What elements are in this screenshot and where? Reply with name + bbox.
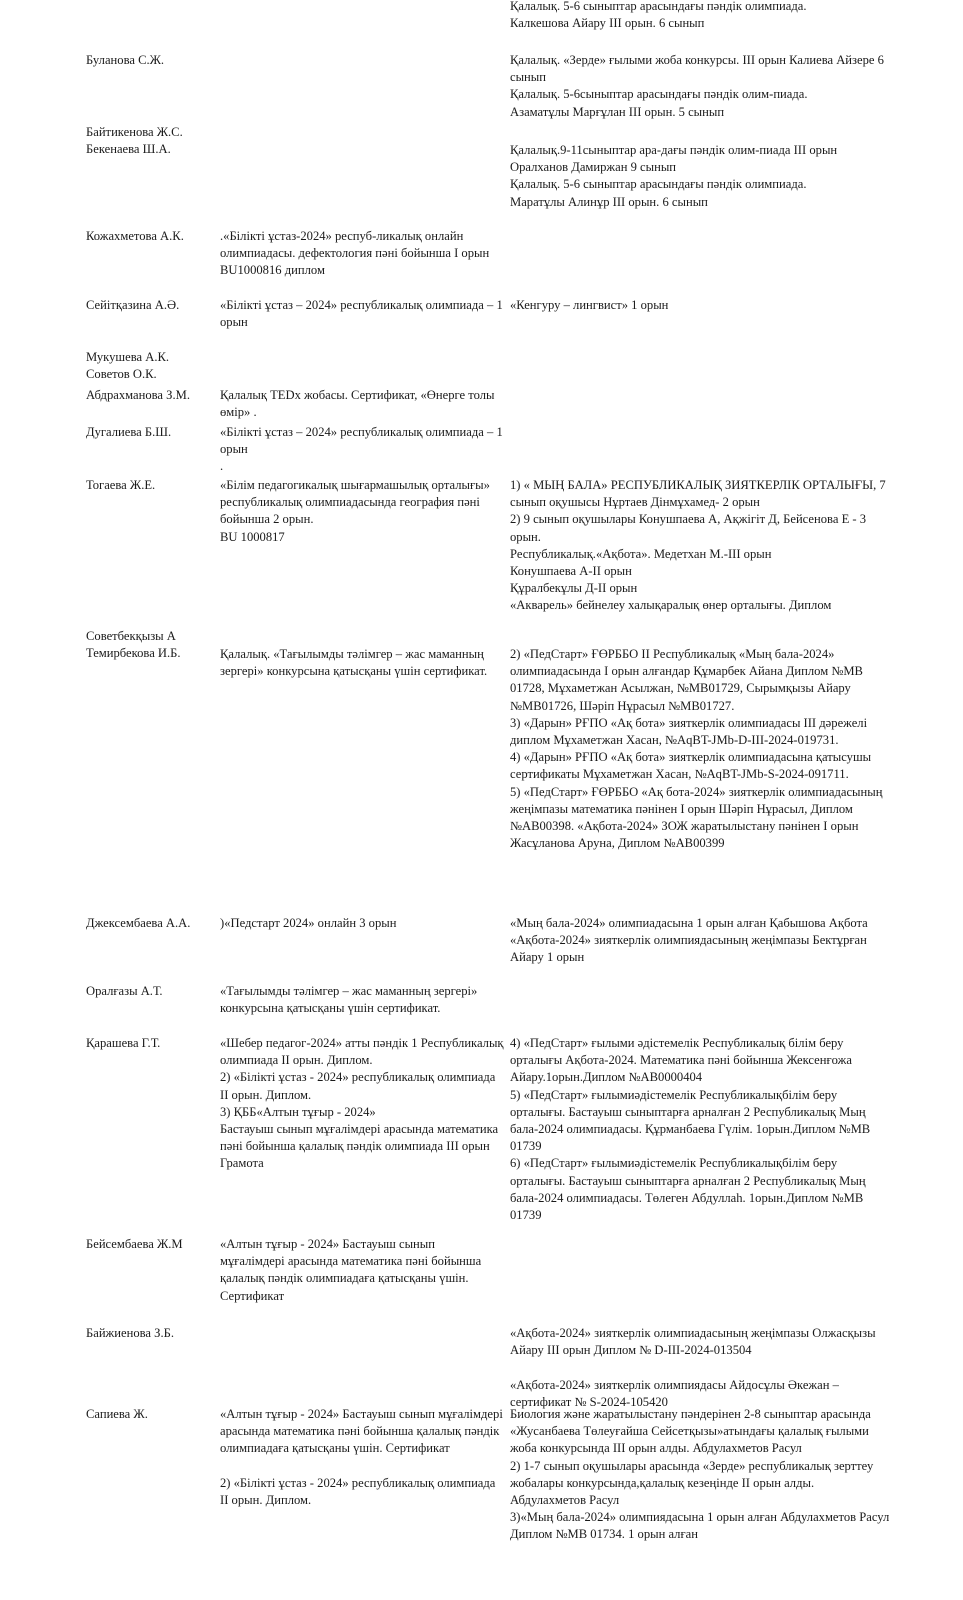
row-0-results: Қалалық. 5-6 сыныптар арасындағы пәндік олимпиада. Калкешова Айару III орын. 6 сынып <box>510 0 807 31</box>
row-2-results: Қалалық.9-11сыныптар ара-дағы пәндік олим-пиада III орын Оралханов Дамиржан 9 сынып Қалалық. 5-6 сыныптар арасындағы пәндік олимпиада. Маратұлы Алинұр III орын. 6 сынып <box>510 143 838 209</box>
row-10-teacher-name: Джексембаева А.А. <box>86 916 191 930</box>
row-7-teacher-name: Дугалиева Б.Ш. <box>86 425 172 439</box>
row-8-teacher-name: Тогаева Ж.Е. <box>86 478 156 492</box>
row-12-achievement: «Шебер педагог-2024» атты пәндік 1 Республикалық олимпиада II орын. Диплом. 2) «Білікті ұстаз - 2024» республикалық олимпиада II орын. Диплом. 3) ҚББ«Алтын тұғыр - 2024» Бастауыш сынып мұғалімдері арасында математика пәні бойынша қалалық пәндік олимпиада III орын Грамота <box>220 1036 504 1171</box>
row-15-achievement: «Алтын тұғыр - 2024» Бастауыш сынып мұғалімдері арасында математика пәні бойынша қалалық пәндік олимпиадаға қатысқаны үшін. Сертификат 2) «Білікті ұстаз - 2024» республикалық олимпиада II орын. Диплом. <box>220 1407 503 1508</box>
row-14-teacher-name: Байжиенова З.Б. <box>86 1326 174 1340</box>
row-4-results: «Кенгуру – лингвист» 1 орын <box>510 298 669 312</box>
row-4-teacher-name: Сейітқазина А.Ә. <box>86 298 180 312</box>
row-8-achievement: «Білім педагогикалық шығармашылық орталығы» республикалық олимпиадасында география пәні бойынша 2 орын. BU 1000817 <box>220 478 490 544</box>
row-7-achievement: «Білікті ұстаз – 2024» республикалық олимпиада – 1 орын . <box>220 425 503 474</box>
row-1-results: Қалалық. «Зерде» ғылыми жоба конкурсы. III орын Калиева Айзере 6 сынып Қалалық. 5-6сыныптар арасындағы пәндік олим-пиада. Азаматұлы Марғұлан III орын. 5 сынып <box>510 53 884 119</box>
row-8-results: 1) « МЫҢ БАЛА» РЕСПУБЛИКАЛЫҚ ЗИЯТКЕРЛІК ОРТАЛЫҒЫ, 7 сынып оқушысы Нұртаев Дінмұхамед- 2 орын 2) 9 сынып оқушылары Конушпаева А, Ақжігіт Д, Бейсенова Е - 3 орын. Республикалық.«Ақбота». Медетхан М.-III орын Конушпаева А-II орын Құралбекұлы Д-II орын «Акварель» бейнелеу халықаралық өнер орталығы. Диплом <box>510 478 886 613</box>
row-14-results: «Ақбота-2024» зияткерлік олимпиадасының жеңімпазы Олжасқызы Айару III орын Диплом № D-III-2024-013504 «Ақбота-2024» зияткерлік олимпиядасы Айдосұлы Әкежан –сертификат № S-2024-105420 <box>510 1326 876 1409</box>
row-12-results: 4) «ПедСтарт» ғылыми әдістемелік Республикалық білім беру орталығы Ақбота-2024. Математика пәні бойынша Жексенғожа Айару.1орын.Диплом №АВ0000404 5) «ПедСтарт» ғылымиәдістемелік Республикалықбілім беру орталығы. Бастауыш сыныптарға арналған 2 Республикалық Мың бала-2024 олимпиадасы. Құрманбаева Гүлім. 1орын.Диплом №МВ 01739 6) «ПедСтарт» ғылымиәдістемелік Республикалықбілім беру орталығы. Бастауыш сыныптарға арналған 2 Республикалық Мың бала-2024 олимпиадасы. Төлеген Абдуллаһ. 1орын.Диплом №МВ 01739 <box>510 1036 871 1223</box>
row-4-achievement: «Білікті ұстаз – 2024» республикалық олимпиада – 1 орын <box>220 298 503 330</box>
row-12-teacher-name: Қарашева Г.Т. <box>86 1036 161 1050</box>
row-10-results: «Мың бала-2024» олимпиадасына 1 орын алған Қабышова Ақбота «Ақбота-2024» зияткерлік олимпиядасының жеңімпазы Бектұрған Айару 1 орын <box>510 916 868 965</box>
row-10-achievement: )«Педстарт 2024» онлайн 3 орын <box>220 916 397 930</box>
row-1-teacher-name: Буланова С.Ж. <box>86 53 165 67</box>
row-3-teacher-name: Кожахметова А.К. <box>86 229 184 243</box>
row-9-results: 2) «ПедСтарт» ҒӨРББО II Республикалық «Мың бала-2024» олимпиадасында I орын алғандар Құмарбек Айана Диплом №МВ 01728, Мұхаметжан Асылжан, №МВ01729, Сырымқызы Айару №МВ01726, Шәріп Нұрасыл №МВ01727. 3) «Дарын» РҒПО «Ақ бота» зияткерлік олимпиадасы III дәрежелі диплом Мұхаметжан Хасан, №AqBT-JMb-D-III-2024-019731. 4) «Дарын» РҒПО «Ақ бота» зияткерлік олимпиадасына қатысушы сертификаты Мұхаметжан Хасан, №AqBT-JMb-S-2024-091711. 5) «ПедСтарт» ҒӨРББО «Ақ бота-2024» зияткерлік олимпиадасының жеңімпазы математика пәнінен I орын Шәріп Нұрасыл, Диплом №АВ00398. «Ақбота-2024» ЗОЖ жаратылыстану пәнінен I орын Жасұланова Аруна, Диплом №АВ00399 <box>510 647 883 851</box>
row-13-achievement: «Алтын тұғыр - 2024» Бастауыш сынып мұғалімдері арасында математика пәні бойынша қалалық пәндік олимпиадаға қатысқаны үшін. Сертификат <box>220 1237 482 1303</box>
row-5-teacher-name: Мукушева А.К. Советов О.К. <box>86 350 170 382</box>
row-6-achievement: Қалалық TEDx жобасы. Сертификат, «Өнерге толы өмір» . <box>220 388 495 420</box>
row-9-achievement: Қалалық. «Тағылымды тәлімгер – жас маманның зергері» конкурсына қатысқаны үшін сертификат. <box>220 647 488 679</box>
row-3-achievement: .«Білікті ұстаз-2024» респуб-ликалық онлайн олимпиадасы. дефектология пәні бойынша I орын BU1000816 диплом <box>220 229 490 278</box>
row-9-teacher-name: Советбекқызы А Темирбекова И.Б. <box>86 629 181 661</box>
row-11-teacher-name: Оралғазы А.Т. <box>86 984 163 998</box>
row-15-teacher-name: Сапиева Ж. <box>86 1407 148 1421</box>
row-15-results: Биология және жаратылыстану пәндерінен 2-8 сыныптар арасында «Жусанбаева Төлеуғайша Сейсетқызы»атындағы қалалық ғылыми жоба конкурсында III орын алды. Абдулахметов Расул 2) 1-7 сынып оқушылары арасында «Зерде» республикалық зерттеу жобалары конкурсында,қалалық кезеңінде II орын алды. Абдулахметов Расул 3)«Мың бала-2024» олимпиядасына 1 орын алған Абдулахметов Расул Диплом №МВ 01734. 1 орын алған <box>510 1407 890 1542</box>
row-11-achievement: «Тағылымды тәлімгер – жас маманның зергері» конкурсына қатысқаны үшін сертификат. <box>220 984 478 1016</box>
row-6-teacher-name: Абдрахманова З.М. <box>86 388 190 402</box>
row-13-teacher-name: Бейсембаева Ж.М <box>86 1237 183 1251</box>
row-2-teacher-name: Байтикенова Ж.С. Бекенаева Ш.А. <box>86 125 183 157</box>
